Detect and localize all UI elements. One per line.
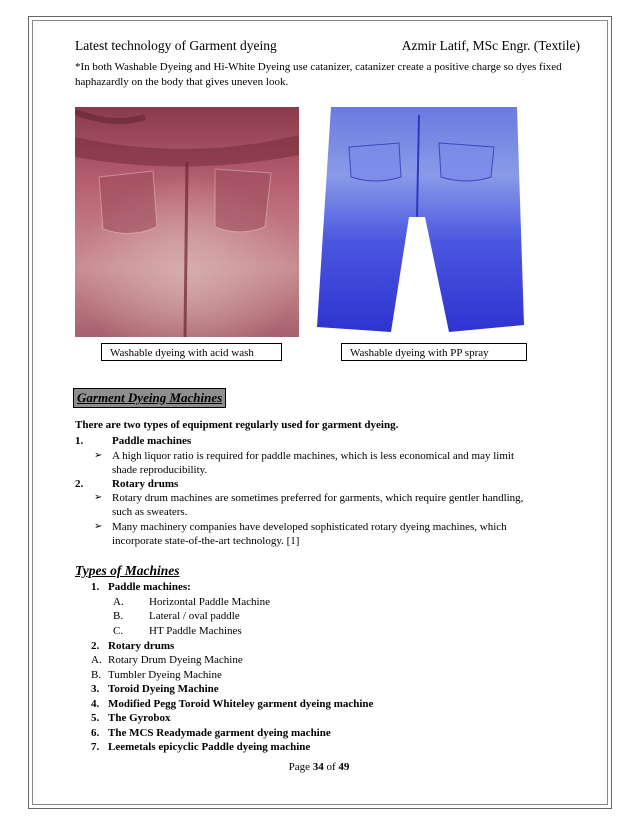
photo-pp-spray-jeans: [309, 107, 534, 337]
list-number: 6.: [91, 727, 100, 739]
list-title-rotary-drums: Rotary drums: [108, 640, 175, 652]
item-title-paddle-machines: Paddle machines: [112, 435, 192, 447]
section-title-types-of-machines: Types of Machines: [75, 563, 180, 578]
sub-letter: B.: [91, 669, 102, 681]
bullet-line: A high liquor ratio is required for paddle machines, which is less economical and may limit: [112, 450, 515, 462]
sub-letter: A.: [91, 654, 102, 666]
sub-letter: A.: [113, 596, 124, 608]
caption-pp-spray: Washable dyeing with PP spray: [341, 343, 527, 361]
note-paragraph: *In both Washable Dyeing and Hi-White Dyeing use catanizer, catanizer create a positive charge so dyes fixed haphazardly on the body that gives uneven look.: [75, 61, 562, 88]
page-footer: [0, 761, 638, 773]
bullet-line: such as sweaters.: [112, 506, 188, 518]
item-number: 2.: [75, 478, 84, 490]
bullet-line: incorporate state-of-the-art technology. [1]: [112, 535, 300, 547]
arrow-bullet-icon: ➢: [94, 450, 103, 461]
list-item: Leemetals epicyclic Paddle dyeing machine: [108, 741, 311, 753]
list-item: The MCS Readymade garment dyeing machine: [108, 727, 331, 739]
footer-page-word: Page: [288, 761, 310, 773]
list-number: 2.: [91, 640, 100, 652]
photo-acid-wash-jeans: [75, 107, 299, 337]
list-item: Modified Pegg Toroid Whiteley garment dyeing machine: [108, 698, 374, 710]
list-item: The Gyrobox: [108, 712, 171, 724]
list-item: Toroid Dyeing Machine: [108, 683, 219, 695]
section1-intro: There are two types of equipment regularly used for garment dyeing.: [75, 419, 399, 431]
bullet-line: shade reproducibility.: [112, 464, 208, 476]
arrow-bullet-icon: ➢: [94, 521, 103, 532]
arrow-bullet-icon: ➢: [94, 492, 103, 503]
list-number: 1.: [91, 581, 100, 593]
sub-item: Lateral / oval paddle: [149, 610, 240, 622]
sub-item: Rotary Drum Dyeing Machine: [108, 654, 243, 666]
section-title-garment-dyeing-machines: Garment Dyeing Machines: [73, 388, 226, 408]
footer-of-word: of: [326, 761, 336, 773]
list-title-paddle-machines: Paddle machines:: [108, 581, 191, 593]
item-number: 1.: [75, 435, 84, 447]
list-number: 5.: [91, 712, 100, 724]
bullet-line: Rotary drum machines are sometimes preferred for garments, which require gentler handling,: [112, 492, 524, 504]
sub-item: Horizontal Paddle Machine: [149, 596, 270, 608]
footer-page-number: 34: [312, 761, 324, 773]
header-right: Azmir Latif, MSc Engr. (Textile): [401, 38, 580, 53]
list-number: 3.: [91, 683, 100, 695]
bullet-line: Many machinery companies have developed sophisticated rotary dyeing machines, which: [112, 521, 507, 533]
sub-letter: B.: [113, 610, 124, 622]
list-number: 7.: [91, 741, 100, 753]
footer-total-pages: 49: [338, 761, 350, 773]
sub-item: HT Paddle Machines: [149, 625, 242, 637]
list-number: 4.: [91, 698, 100, 710]
sub-item: Tumbler Dyeing Machine: [108, 669, 222, 681]
sub-letter: C.: [113, 625, 124, 637]
caption-acid-wash: Washable dyeing with acid wash: [101, 343, 282, 361]
header-left: Latest technology of Garment dyeing: [75, 38, 277, 53]
item-title-rotary-drums: Rotary drums: [112, 478, 179, 490]
